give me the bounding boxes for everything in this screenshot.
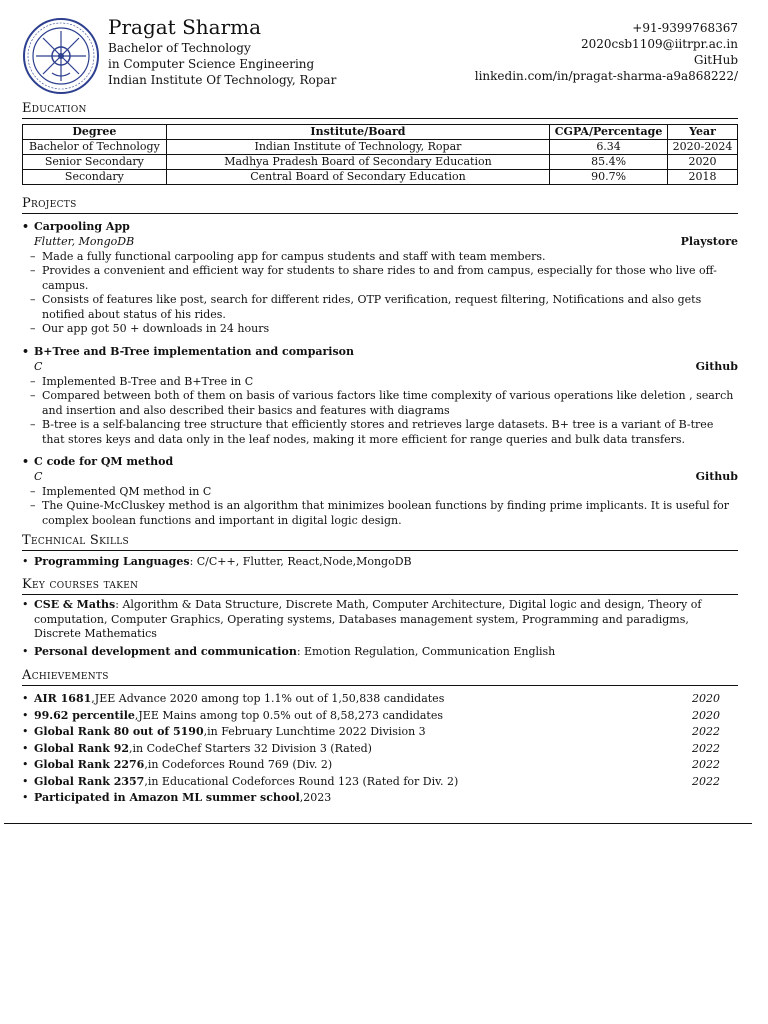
bullet-icon: • [22, 345, 30, 358]
table-cell: 85.4% [550, 155, 668, 170]
table-cell: 2018 [668, 170, 738, 185]
achievement-text: ,JEE Advance 2020 among top 1.1% out of 1,50,838 candidates [91, 692, 445, 705]
point-text: B-tree is a self-balancing tree structure that efficiently stores and retrieves large datasets. B+ tree is a variant of B-tree that stores keys and data only in the leaf nodes, making it more efficient for range queries and bulk data transfers. [42, 418, 714, 446]
bullet-icon: • [22, 692, 29, 705]
list-item [22, 264, 738, 293]
section-title-skills: Technical Skills [22, 533, 738, 551]
table-cell: 2020 [668, 155, 738, 170]
project-title-row [22, 345, 738, 360]
point-text: Made a fully functional carpooling app for campus students and staff with team members. [42, 249, 546, 263]
bullet-icon: • [22, 555, 29, 568]
courses-block [22, 598, 738, 659]
project-title: C code for QM method [34, 455, 174, 468]
achievement-highlight: 99.62 percentile [34, 708, 135, 722]
achievement-year: 2022 [692, 725, 720, 738]
dash-icon: – [30, 249, 36, 263]
project-link-playstore[interactable]: Playstore [680, 234, 738, 248]
project-title: B+Tree and B-Tree implementation and comparison [34, 345, 355, 358]
email-link[interactable]: 2020csb1109@iitrpr.ac.in [580, 37, 738, 51]
list-item [22, 389, 738, 418]
project-link-github[interactable]: Github [695, 359, 738, 373]
achievement-highlight: Participated in Amazon ML summer school [34, 791, 300, 804]
point-text: Our app got 50 + downloads in 24 hours [42, 322, 270, 335]
course-label: CSE & Maths [34, 598, 116, 611]
bullet-icon: • [22, 220, 30, 233]
institute-name: Indian Institute Of Technology, Ropar [108, 73, 337, 87]
list-item [22, 375, 738, 390]
column-header: Year [668, 125, 738, 140]
section-title-achievements: Achievements [22, 668, 738, 686]
bullet-icon: • [22, 644, 29, 658]
list-item [22, 691, 738, 708]
dash-icon: – [30, 374, 36, 388]
point-text: The Quine-McCluskey method is an algorithm that minimizes boolean functions by finding prime implicants. It is useful for complex boolean functions and important in digital logic design. [42, 499, 730, 527]
achievement-text: ,in Educational Codeforces Round 123 (Rated for Div. 2) [144, 774, 459, 788]
achievement-text: ,JEE Mains among top 0.5% out of 8,58,273 candidates [134, 708, 444, 722]
section-title-projects: Projects [22, 196, 738, 214]
bullet-icon: • [22, 725, 29, 738]
project-meta [22, 470, 738, 485]
education-table [22, 124, 738, 185]
dash-icon: – [30, 484, 36, 498]
phone-number: +91-9399768367 [632, 21, 738, 35]
point-text: Provides a convenient and efficient way for students to share rides to and from campus, especially for those who live off-campus. [42, 264, 717, 292]
list-item [22, 790, 738, 807]
point-text: Implemented QM method in C [42, 484, 212, 498]
skill-value: C/C++, Flutter, React,Node,MongoDB [196, 555, 412, 568]
project-btree [22, 345, 738, 447]
column-header: Degree [23, 125, 167, 140]
achievement-year: 2022 [692, 741, 720, 755]
list-item [22, 418, 738, 447]
list-item: • Personal development and communication: Emotion Regulation, Communication English [22, 644, 556, 658]
list-item [22, 250, 738, 265]
list-item [22, 774, 738, 791]
achievement-highlight: Global Rank 2357 [34, 774, 145, 788]
project-link-github[interactable]: Github [695, 469, 738, 483]
achievement-year: 2020 [692, 692, 720, 705]
bullet-icon: • [22, 791, 29, 804]
section-title-courses: Key courses taken [22, 577, 738, 595]
project-meta [22, 235, 738, 250]
project-title-row [22, 220, 738, 235]
list-item [22, 485, 738, 500]
table-row [23, 140, 738, 155]
name-block [108, 14, 336, 88]
achievement-year: 2022 [692, 774, 720, 788]
section-title-education: Education [22, 101, 738, 119]
project-title: Carpooling App [34, 220, 130, 233]
table-cell: Central Board of Secondary Education [166, 170, 549, 185]
course-value: Emotion Regulation, Communication English [304, 644, 556, 658]
project-tech: C [34, 359, 43, 373]
bullet-icon: • [22, 758, 29, 771]
degree-line-2: in Computer Science Engineering [108, 57, 315, 71]
github-link[interactable]: GitHub [693, 53, 738, 67]
achievement-text: ,in CodeChef Starters 32 Division 3 (Rated) [129, 741, 372, 755]
course-value: Algorithm & Data Structure, Discrete Math, Computer Architecture, Digital logic and design, Theory of computation, Computer Graphics, Operating systems, Databases management system, Programming and paradigms, Discrete Mathematics [34, 598, 702, 640]
project-carpooling [22, 220, 738, 337]
list-item [22, 499, 738, 528]
table-cell: Senior Secondary [23, 155, 167, 170]
education-header-row [23, 125, 738, 140]
list-item: • CSE & Maths: Algorithm & Data Structure, Discrete Math, Computer Architecture, Digital logic and design, Theory of computation, Computer Graphics, Operating systems, Databases management system, Programming and paradigms, Discrete Mathematics [22, 598, 702, 640]
table-cell: Madhya Pradesh Board of Secondary Education [166, 155, 549, 170]
contact-block [475, 20, 738, 84]
bullet-icon: • [22, 598, 29, 611]
bullet-icon: • [22, 741, 29, 755]
dash-icon: – [30, 418, 36, 431]
table-cell: Indian Institute of Technology, Ropar [166, 140, 549, 155]
list-item [22, 741, 738, 758]
dash-icon: – [30, 389, 36, 402]
project-qm [22, 455, 738, 528]
achievement-highlight: Global Rank 80 out of 5190 [34, 725, 204, 738]
list-item: • Programming Languages: C/C++, Flutter, React,Node,MongoDB [22, 555, 412, 568]
list-item [22, 757, 738, 774]
linkedin-link[interactable]: linkedin.com/in/pragat-sharma-a9a868222/ [474, 69, 738, 83]
achievement-year: 2020 [692, 708, 720, 722]
institute-logo-icon [22, 17, 100, 95]
table-cell: Secondary [23, 170, 167, 185]
achievement-highlight: AIR 1681 [34, 692, 92, 705]
dash-icon: – [30, 264, 36, 277]
bullet-icon: • [22, 708, 29, 722]
point-text: Implemented B-Tree and B+Tree in C [42, 374, 254, 388]
table-cell: 2020-2024 [668, 140, 738, 155]
degree-line-1: Bachelor of Technology [108, 41, 251, 55]
column-header: Institute/Board [166, 125, 549, 140]
candidate-name: Pragat Sharma [108, 15, 262, 39]
point-text: Compared between both of them on basis of various factors like time complexity of various operations like deletion , search and insertion and also described their basics and features with diagrams [42, 389, 734, 417]
skills-block [22, 555, 738, 570]
course-label: Personal development and communication [34, 644, 297, 658]
achievement-year: 2022 [692, 758, 720, 771]
resume-header [22, 14, 738, 90]
list-item [22, 293, 738, 322]
skill-label: Programming Languages [34, 555, 190, 568]
list-item [22, 322, 738, 337]
footer-divider [4, 823, 752, 824]
project-title-row [22, 455, 738, 470]
table-row [23, 155, 738, 170]
table-row [23, 170, 738, 185]
table-cell: 90.7% [550, 170, 668, 185]
achievement-highlight: Global Rank 92 [34, 741, 130, 755]
point-text: Consists of features like post, search for different rides, OTP verification, request filtering, Notifications and also gets notified about status of his rides. [42, 293, 702, 321]
project-tech: Flutter, MongoDB [34, 234, 135, 248]
achievement-text: ,2023 [299, 791, 332, 804]
achievement-highlight: Global Rank 2276 [34, 758, 145, 771]
achievements-block [22, 691, 738, 807]
achievement-text: ,in Codeforces Round 769 (Div. 2) [144, 758, 333, 771]
list-item [22, 724, 738, 741]
project-tech: C [34, 469, 43, 483]
dash-icon: – [30, 293, 36, 306]
bullet-icon: • [22, 455, 30, 468]
table-cell: 6.34 [550, 140, 668, 155]
column-header: CGPA/Percentage [550, 125, 668, 140]
bullet-icon: • [22, 774, 29, 788]
dash-icon: – [30, 322, 36, 335]
achievement-text: ,in February Lunchtime 2022 Division 3 [203, 725, 426, 738]
table-cell: Bachelor of Technology [23, 140, 167, 155]
dash-icon: – [30, 499, 36, 512]
list-item [22, 708, 738, 725]
project-meta [22, 360, 738, 375]
